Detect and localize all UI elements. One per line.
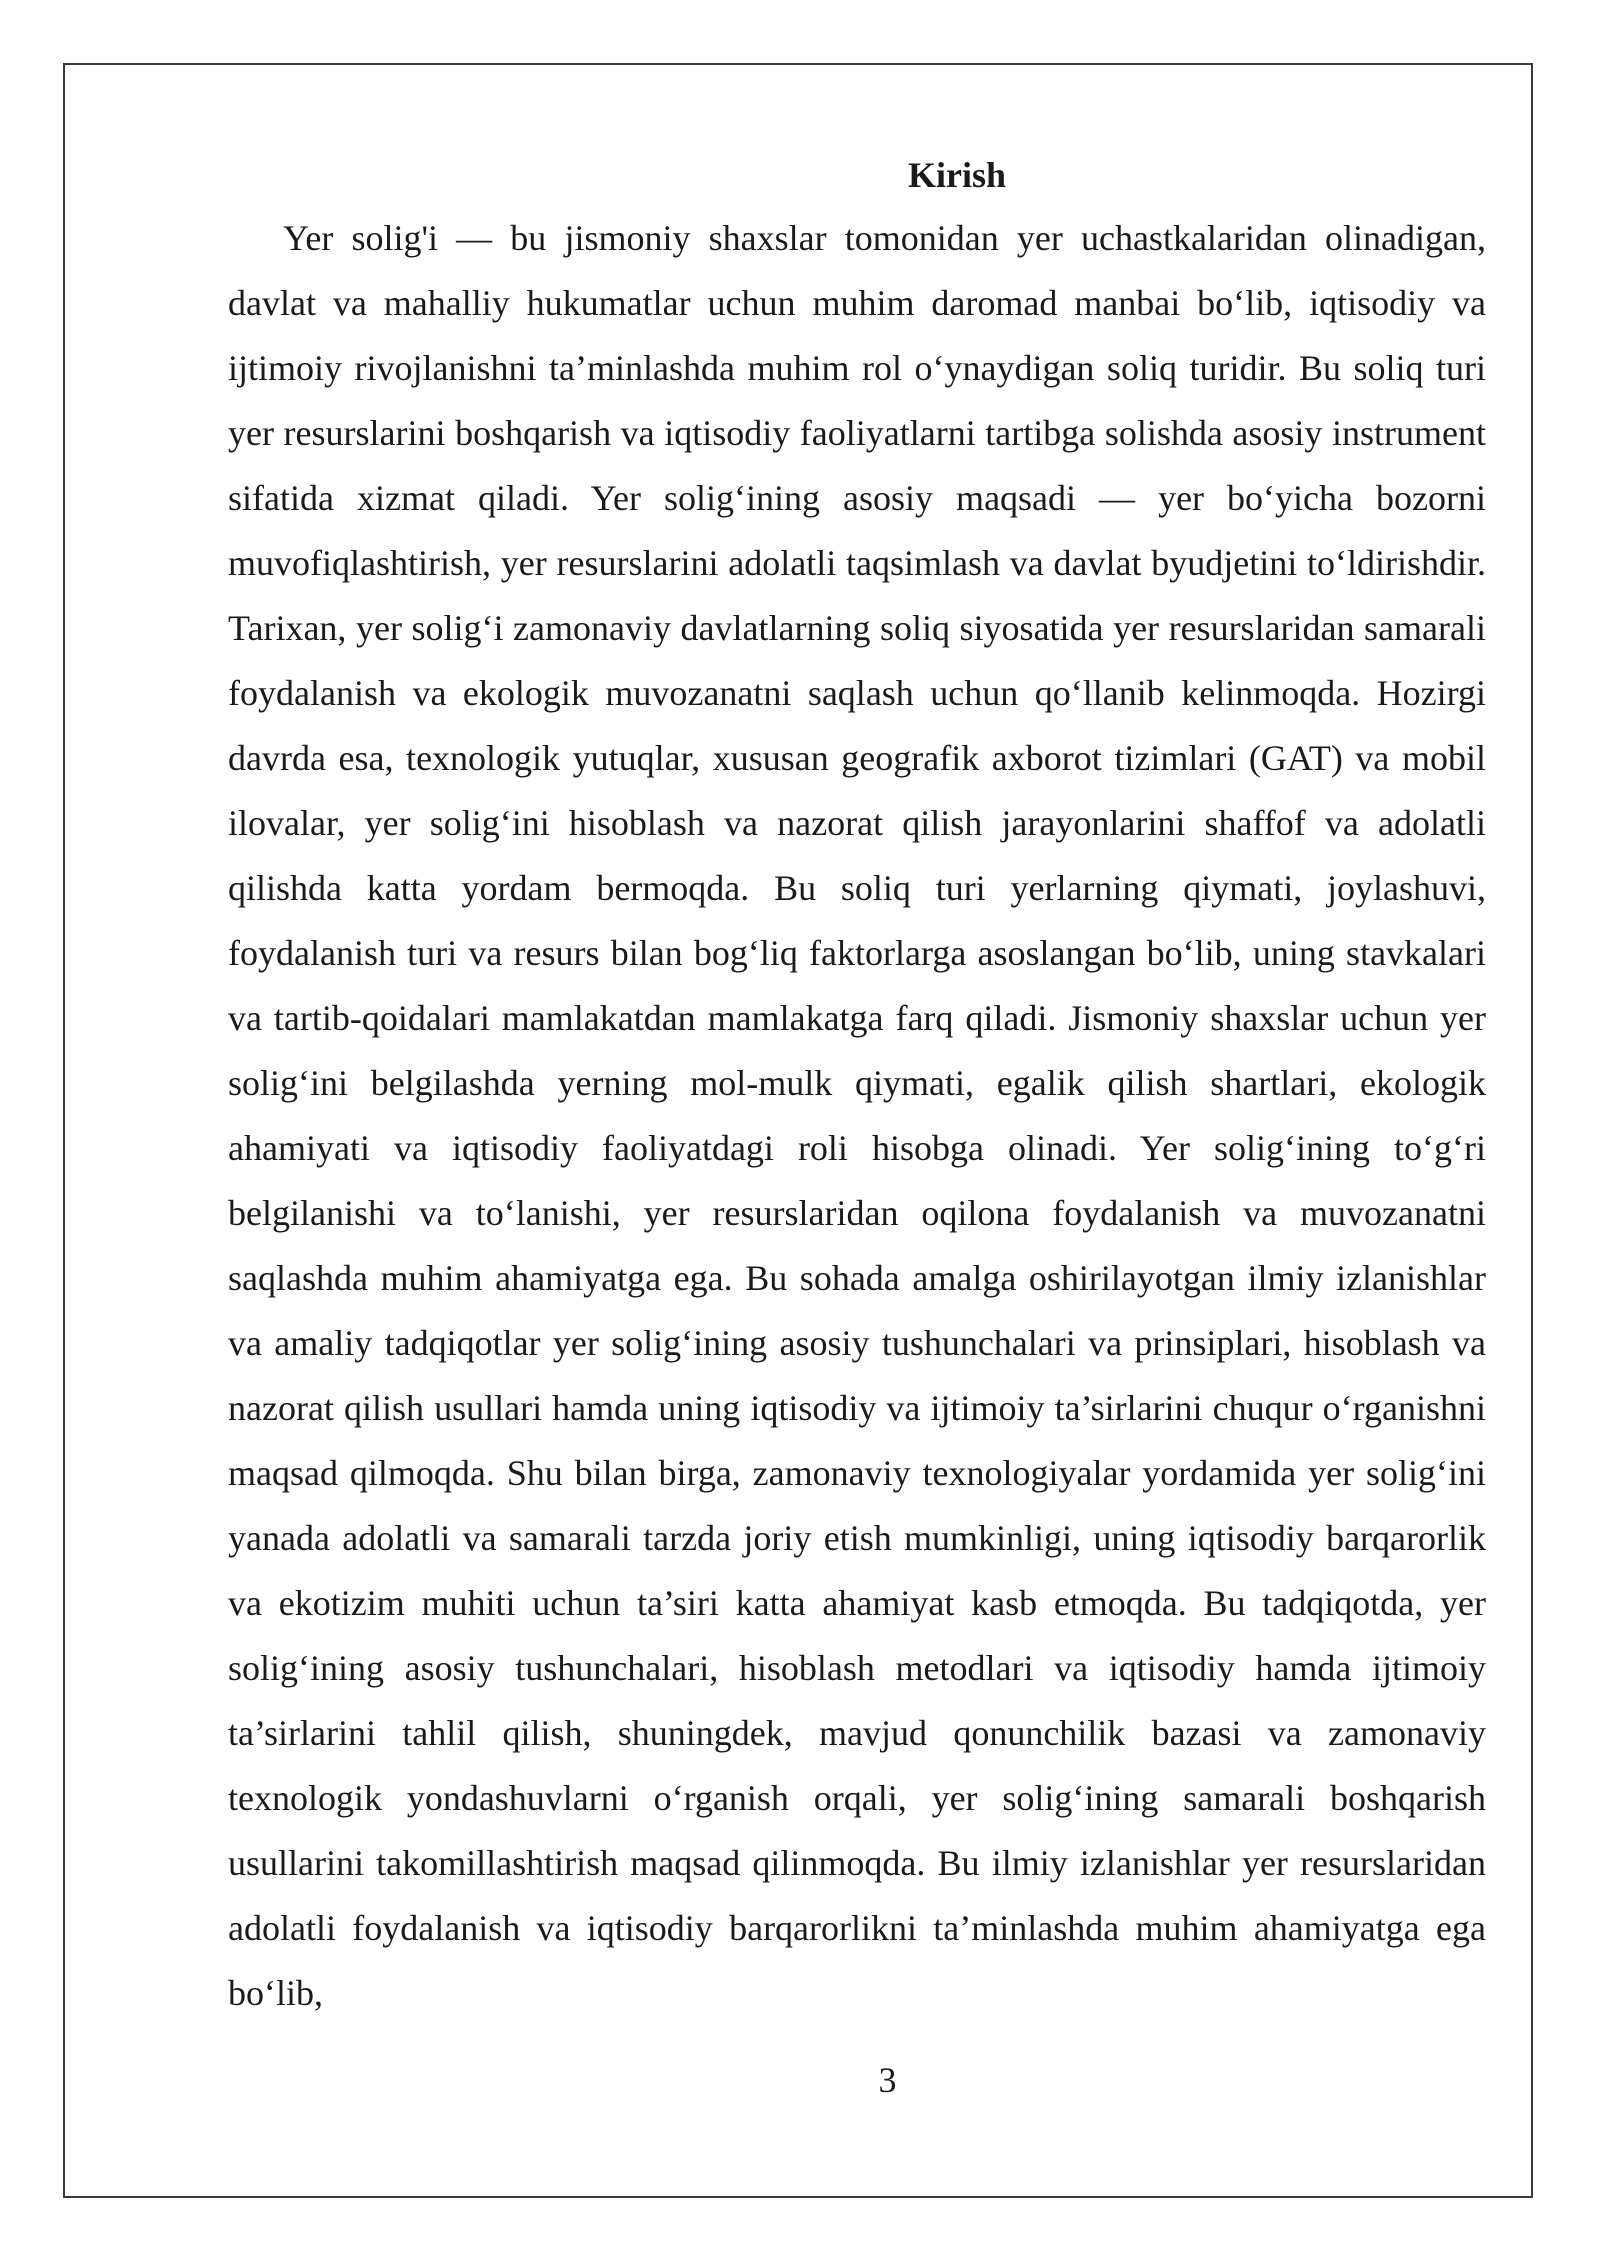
page-number: 3 — [878, 2060, 897, 2100]
section-heading: Kirish — [907, 155, 1006, 195]
body-paragraph: Yer solig'i — bu jismoniy shaxslar tomonidan yer uchastkalaridan olinadigan, davlat va mahalliy hukumatlar uchun muhim daromad manbai bo‘lib, iqtisodiy va ijtimoiy rivojlanishni ta’minlashda muhim rol o‘ynaydigan soliq turidir. Bu soliq turi yer resurslarini boshqarish va iqtisodiy faoliyatlarni tartibga solishda asosiy instrument sifatida xizmat qiladi. Yer solig‘ining asosiy maqsadi — yer bo‘yicha bozorni muvofiqlashtirish, yer resurslarini adolatli taqsimlash va davlat byudjetini to‘ldirishdir. Tarixan, yer solig‘i zamonaviy davlatlarning soliq siyosatida yer resurslaridan samarali foydalanish va ekologik muvozanatni saqlash uchun qo‘llanib kelinmoqda. Hozirgi davrda esa, texnologik yutuqlar, xususan geografik axborot tizimlari (GAT) va mobil ilovalar, yer solig‘ini hisoblash va nazorat qilish jarayonlarini shaffof va adolatli qilishda katta yordam bermoqda. Bu soliq turi yerlarning qiymati, joylashuvi, foydalanish turi va resurs bilan bog‘liq faktorlarga asoslangan bo‘lib, uning stavkalari va tartib-qoidalari mamlakatdan mamlakatga farq qiladi. Jismoniy shaxslar uchun yer solig‘ini belgilashda yerning mol-mulk qiymati, egalik qilish shartlari, ekologik ahamiyati va iqtisodiy faoliyatdagi roli hisobga olinadi. Yer solig‘ining to‘g‘ri belgilanishi va to‘lanishi, yer resurslaridan oqilona foydalanish va muvozanatni saqlashda muhim ahamiyatga ega. Bu sohada amalga oshirilayotgan ilmiy izlanishlar va amaliy tadqiqotlar yer solig‘ining asosiy tushunchalari va prinsiplari, hisoblash va nazorat qilish usullari hamda uning iqtisodiy va ijtimoiy ta’sirlarini chuqur o‘rganishni maqsad qilmoqda. Shu bilan birga, zamonaviy texnologiyalar yordamida yer solig‘ini yanada adolatli va samarali tarzda joriy etish mumkinligi, uning iqtisodiy barqarorlik va ekotizim muhiti uchun ta’siri katta ahamiyat kasb etmoqda. Bu tadqiqotda, yer solig‘ining asosiy tushunchalari, hisoblash metodlari va iqtisodiy hamda ijtimoiy ta’sirlarini tahlil qilish, shuningdek, mavjud qonunchilik bazasi va zamonaviy texnologik yondashuvlarni o‘rganish orqali, yer solig‘ining samarali boshqarish usullarini takomillashtirish maqsad qilinmoqda. Bu ilmiy izlanishlar yer resurslaridan adolatli foydalanish va iqtisodiy barqarorlikni ta’minlashda muhim ahamiyatga ega bo‘lib, — [228, 218, 1486, 2013]
page-content — [228, 150, 1486, 2026]
